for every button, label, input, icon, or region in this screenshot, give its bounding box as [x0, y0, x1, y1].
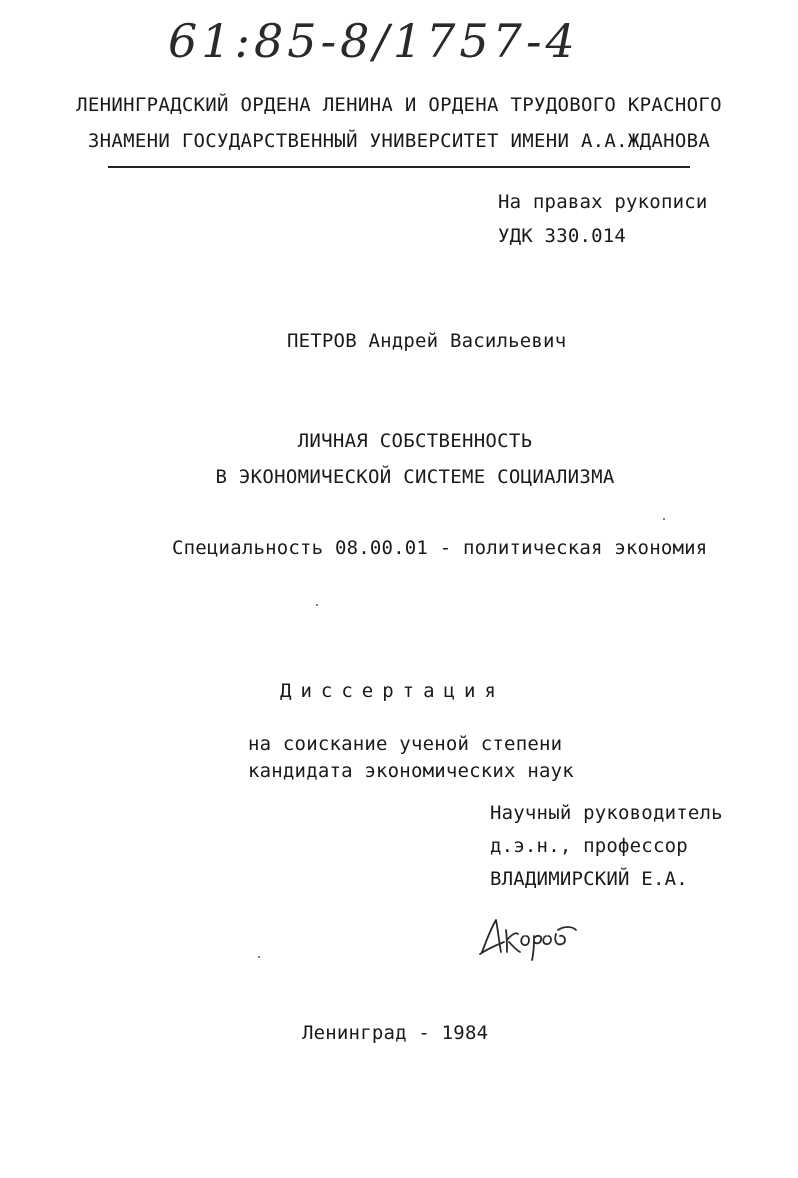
supervisor-role: Научный руководитель: [490, 802, 723, 824]
archive-number: 61:85-8/1757-4: [168, 14, 579, 68]
header-divider: [108, 166, 690, 168]
scan-speck: [316, 604, 318, 606]
supervisor-name: ВЛАДИМИРСКИЙ Е.А.: [490, 868, 688, 890]
scan-speck: [258, 956, 260, 958]
institution-line-1: ЛЕНИНГРАДСКИЙ ОРДЕНА ЛЕНИНА И ОРДЕНА ТРУДОВОГО КРАСНОГО: [76, 94, 722, 116]
title-line-2: В ЭКОНОМИЧЕСКОЙ СИСТЕМЕ СОЦИАЛИЗМА: [215, 466, 615, 488]
specialty: Специальность 08.00.01 - политическая экономия: [172, 537, 708, 559]
dissertation-heading: Диссертация: [280, 680, 505, 702]
institution-line-2: ЗНАМЕНИ ГОСУДАРСТВЕННЫЙ УНИВЕРСИТЕТ ИМЕНИ А.А.ЖДАНОВА: [87, 130, 711, 152]
place-and-year: Ленинград - 1984: [302, 1022, 489, 1044]
author-name: ПЕТРОВ Андрей Васильевич: [287, 330, 567, 352]
scan-speck: [663, 518, 665, 520]
manuscript-rights: На правах рукописи: [498, 191, 708, 213]
udc-code: УДК 330.014: [498, 225, 627, 247]
degree-line-2: кандидата экономических наук: [248, 760, 574, 782]
signature-image: [476, 912, 596, 964]
supervisor-degree: д.э.н., профессор: [490, 835, 688, 857]
degree-line-1: на соискание ученой степени: [248, 733, 563, 755]
title-line-1: ЛИЧНАЯ СОБСТВЕННОСТЬ: [297, 430, 533, 452]
